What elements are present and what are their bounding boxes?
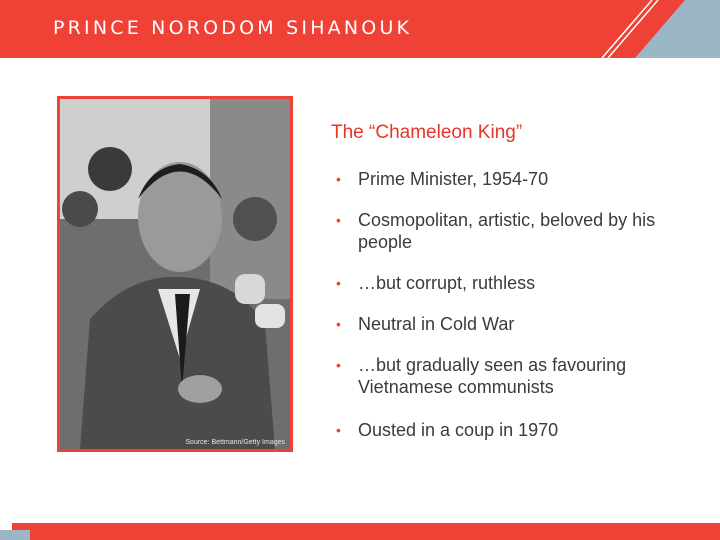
bullet-marker: • [336,171,341,187]
photo-frame [57,96,293,452]
bullet-marker: • [336,316,341,332]
portrait-photo [60,99,290,449]
header-stripe-decoration [590,0,720,58]
section-subtitle: The “Chameleon King” [331,122,523,143]
bullet-marker: • [336,357,341,373]
bullet-marker: • [336,212,341,228]
bullet-item [336,419,686,441]
slide-title: PRINCE NORODOM SIHANOUK [53,17,413,39]
bullet-text: Cosmopolitan, artistic, beloved by his people [358,210,656,252]
bullet-text: Prime Minister, 1954-70 [358,169,549,189]
bullet-text: …but corrupt, ruthless [358,273,536,293]
bullet-marker: • [336,422,341,438]
photo-source-credit: Source: Bettmann/Getty Images [185,439,285,446]
bullet-item [336,209,686,253]
bullet-item [336,313,686,335]
bullet-item [336,272,686,294]
footer-bar [12,523,720,540]
bullet-text: …but gradually seen as favouring Vietnamese communists [358,355,627,397]
bullet-item [336,354,686,398]
bullet-marker: • [336,275,341,291]
footer-accent [0,530,30,540]
bullet-item [336,168,686,190]
header-bar [0,0,720,58]
bullet-text: Neutral in Cold War [358,314,515,334]
bullet-text: Ousted in a coup in 1970 [358,420,559,440]
